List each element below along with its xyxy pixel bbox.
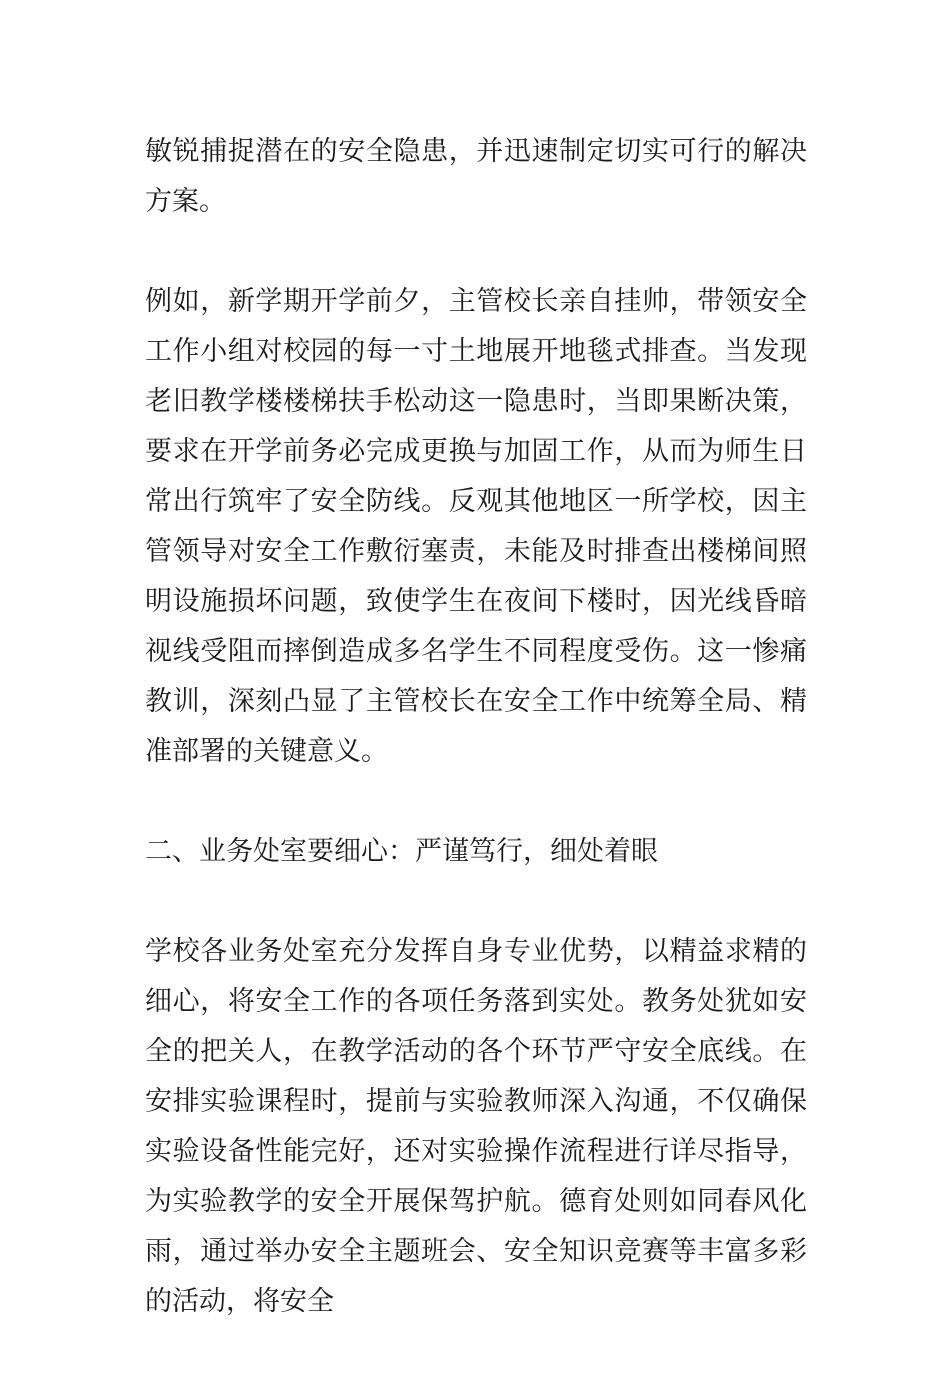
document-body bbox=[145, 127, 807, 1377]
paragraph-hazard-detection: 敏锐捕捉潜在的安全隐患，并迅速制定切实可行的解决方案。 bbox=[145, 136, 807, 217]
paragraph-principal-example: 例如，新学期开学前夕，主管校长亲自挂帅，带领安全工作小组对校园的每一寸土地展开地毯式排查。当发现老旧教学楼楼梯扶手松动这一隐患时，当即果断决策，要求在开学前务必完成更换与加固工作，从而为师生日常出行筑牢了安全防线。反观其他地区一所学校，因主管领导对安全工作敷衍塞责，未能及时排查出楼梯间照明设施损坏问题，致使学生在夜间下楼时，因光线昏暗视线受阻而摔倒造成多名学生不同程度受伤。这一惨痛教训，深刻凸显了主管校长在安全工作中统筹全局、精准部署的关键意义。 bbox=[145, 286, 807, 767]
paragraph-departments: 学校各业务处室充分发挥自身专业优势，以精益求精的细心，将安全工作的各项任务落到实处。教务处犹如安全的把关人，在教学活动的各个环节严守安全底线。在安排实验课程时，提前与实验教师深入沟通，不仅确保实验设备性能完好，还对实验操作流程进行详尽指导，为实验教学的安全开展保驾护航。德育处则如同春风化雨，通过举办安全主题班会、安全知识竞赛等丰富多彩的活动，将安全 bbox=[145, 936, 807, 1317]
section-heading: 二、业务处室要细心：严谨笃行，细处着眼 bbox=[145, 836, 658, 867]
